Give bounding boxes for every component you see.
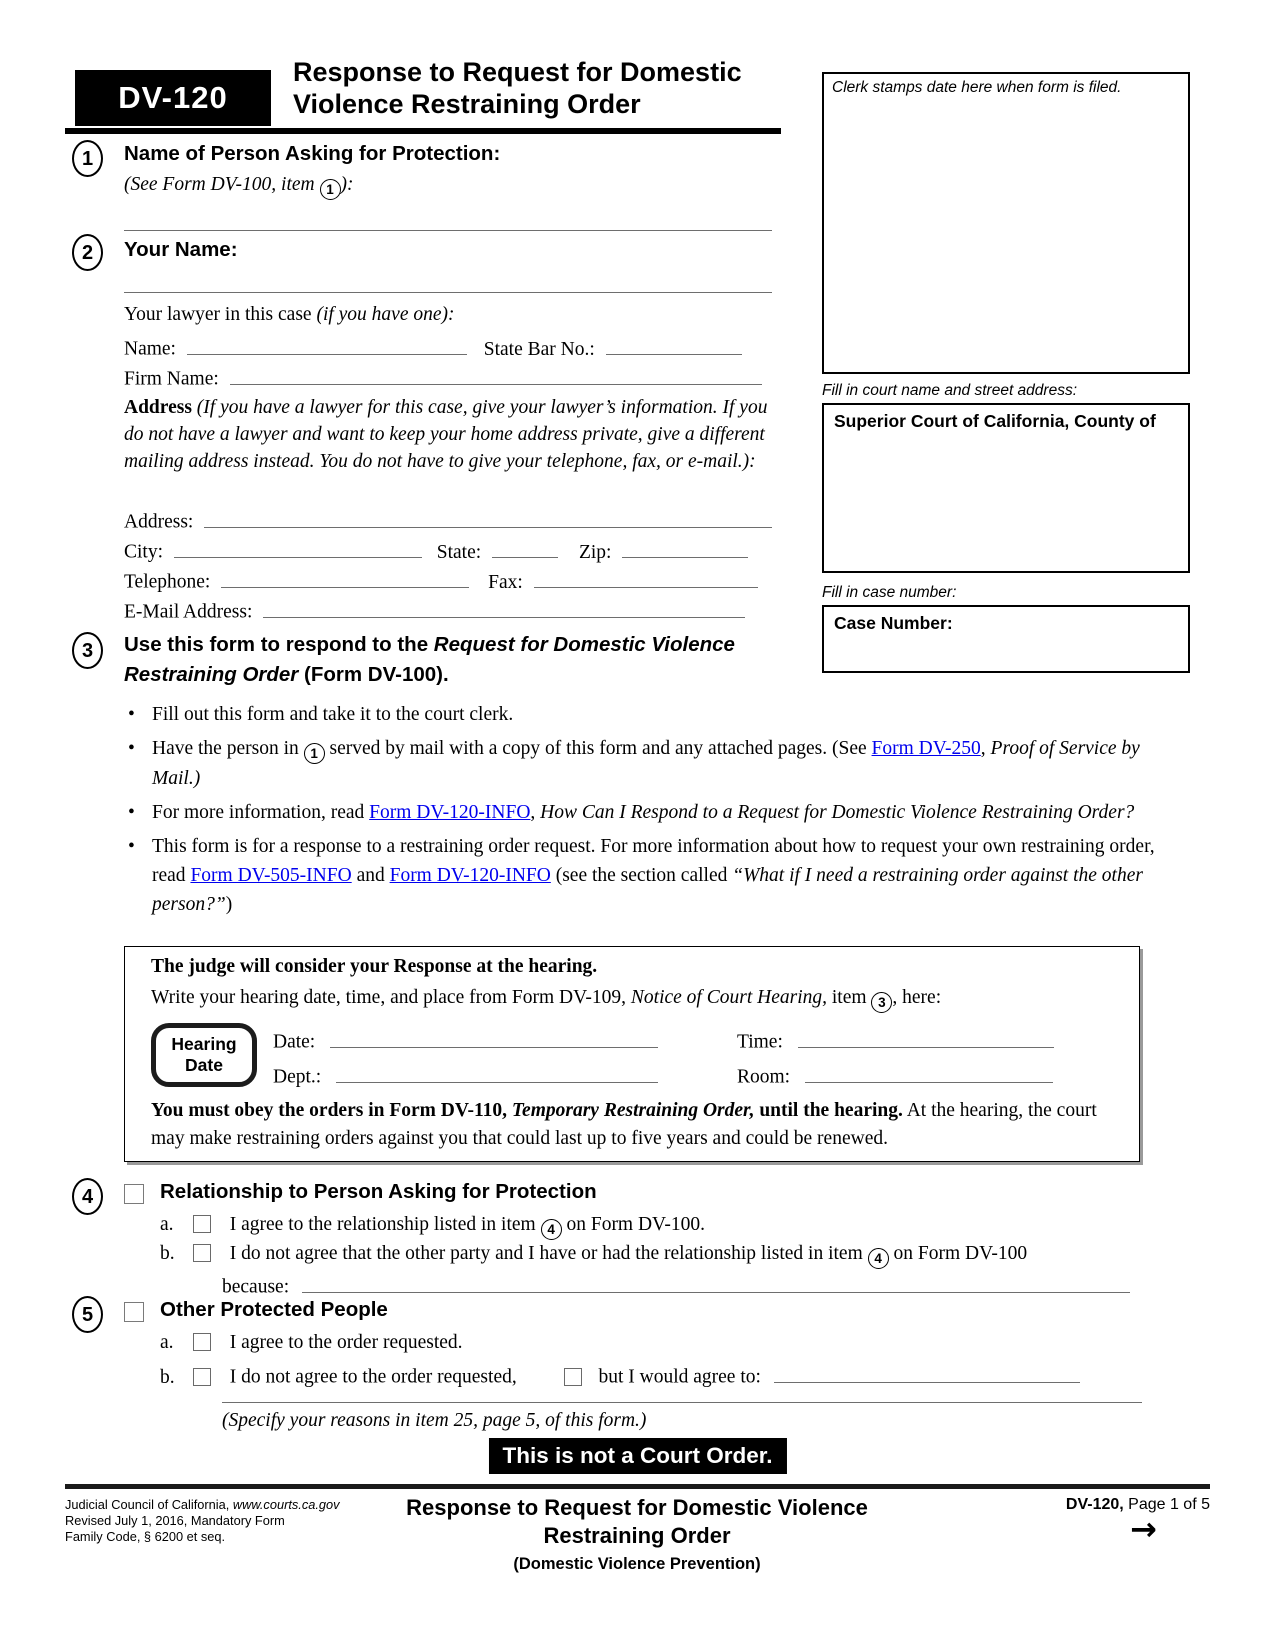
hearing-room-label: Room: [737,1066,791,1088]
phone-fax-row [124,567,758,594]
item5-b-text-2: but I would agree to: [598,1366,761,1388]
bullet-3-italic: How Can I Respond to a Request for Domestic Violence Restraining Order? [540,802,1135,823]
item3-heading-pre: Use this form to respond to the [124,633,434,656]
item3-number: 3 [72,632,103,669]
city-field[interactable] [174,537,422,558]
bullet-glyph: • [128,836,135,857]
item4-b-circled-4-icon: 4 [868,1248,889,1269]
bullet-glyph: • [128,704,135,725]
fax-label: Fax: [488,571,523,593]
hearing-info-box [124,946,1140,1162]
item5-note: (Specify your reasons in item 25, page 5, of this form.) [222,1410,647,1431]
item5-b-checkbox[interactable] [193,1368,211,1386]
hearing-circled-3-icon: 3 [871,992,892,1013]
item5-a-letter: a. [160,1332,174,1353]
item5-b-agree-field[interactable] [774,1362,1080,1383]
item4-option-a [160,1214,705,1240]
item4-a-text-post: on Form DV-100. [561,1214,705,1235]
address-row [124,507,772,534]
hearing-date-field[interactable] [330,1027,658,1048]
form-dv120info-link[interactable]: Form DV-120-INFO [369,802,531,823]
footer-title [337,1494,937,1578]
item4-because-field[interactable] [302,1272,1130,1293]
hearing-date-badge [151,1023,257,1087]
item3-heading [124,630,746,690]
footer-page-number: Page 1 of 5 [1123,1496,1210,1513]
bullet-2-circled-1-icon: 1 [304,743,325,764]
item5-b-agree-checkbox[interactable] [564,1368,582,1386]
bullet-4 [124,832,1162,919]
form-title [293,56,742,120]
bullet-4-and: and [351,865,390,886]
hearing-date-label: Date: [273,1031,316,1053]
not-court-order-banner: This is not a Court Order. [488,1438,786,1474]
obey-bold-2: until the hearing. [754,1100,903,1121]
item5-a-text: I agree to the order requested. [229,1332,463,1353]
clerk-stamp-box [822,72,1190,374]
bullet-2 [124,734,1162,793]
state-bar-field[interactable] [606,334,742,355]
hearing-dept-label: Dept.: [273,1066,322,1088]
zip-label: Zip: [578,541,612,563]
item4-a-checkbox[interactable] [193,1215,211,1233]
item5-option-a [160,1332,463,1354]
lawyer-name-label: Name: [124,338,176,360]
email-row [124,597,745,624]
your-name-field[interactable] [124,292,772,293]
fax-field[interactable] [534,567,758,588]
email-label: E-Mail Address: [124,601,253,623]
footer-website: www.courts.ca.gov [232,1497,340,1512]
hearing-badge-line1: Hearing [171,1034,237,1054]
item3-heading-italic: Request for Domestic Violence Restraining Order [124,633,735,686]
lawyer-label-roman: Your lawyer in this case [124,304,317,325]
item4-b-checkbox[interactable] [193,1244,211,1262]
item4-because-row [222,1272,1130,1299]
item1-number: 1 [72,140,103,177]
firm-name-row [124,364,762,391]
bullet-3 [124,798,1162,827]
footer-rule [65,1484,1210,1489]
footer-form-number: DV-120, [1065,1496,1124,1513]
court-fill-label: Fill in court name and street address: [822,382,1078,399]
item5-continuation-field[interactable] [222,1402,1142,1403]
hearing-obey-warning [151,1097,1119,1153]
case-number-box[interactable] [822,605,1190,673]
address-label: Address: [124,511,194,533]
firm-name-field[interactable] [230,364,762,385]
form-dv250-link[interactable]: Form DV-250 [871,738,981,759]
item5-heading-checkbox[interactable] [124,1302,144,1322]
obey-bold-italic: Temporary Restraining Order, [511,1100,755,1121]
address-instructions-italic: (If you have a lawyer for this case, give your lawyer’s information. If you do not have a lawyer and want to keep your home address private, give a different mailing address instead. You do not have to give your telephone, fax, or e-mail.): [124,397,768,472]
footer-title-line3: (Domestic Violence Prevention) [513,1555,761,1573]
next-page-arrow-icon: → [1130,1510,1157,1548]
hearing-time-field[interactable] [798,1027,1054,1048]
lawyer-label [124,304,455,326]
obey-bold-1: You must obey the orders in Form DV-110, [151,1100,512,1121]
bullet-3-comma: , [530,802,541,823]
footer-left-line1 [65,1497,340,1513]
address-instructions [124,394,780,475]
hearing-instruction-pre: Write your hearing date, time, and place from Form DV-109, [151,987,631,1008]
firm-name-label: Firm Name: [124,368,219,390]
bullet-3-pre: For more information, read [152,802,370,823]
hearing-room-row [737,1062,1053,1089]
bullet-4-pre: This form is for a response to a restraining order request. For more information about how to request your own restraining order, read [152,836,1155,886]
item5-a-checkbox[interactable] [193,1333,211,1351]
state-label: State: [436,541,482,563]
item4-b-text-pre: I do not agree that the other party and I have or had the relationship listed in item [229,1243,868,1264]
form-dv505info-link[interactable]: Form DV-505-INFO [190,865,352,886]
item1-subnote-pre: (See Form DV-100, item [124,174,320,195]
hearing-room-field[interactable] [805,1062,1053,1083]
header-rule [65,128,781,134]
bullet-4-italic: “What if I need a restraining order against the other person?” [152,865,1143,915]
zip-field[interactable] [622,537,748,558]
footer-left [65,1497,340,1545]
email-field[interactable] [263,597,745,618]
footer-council: Judicial Council of California, [65,1497,233,1512]
item4-a-circled-4-icon: 4 [541,1219,562,1240]
bullet-4-mid: (see the section called [550,865,733,886]
bullet-2-italic: Proof of Service by Mail.) [152,738,1140,789]
item4-number: 4 [72,1178,103,1215]
hearing-instruction-italic: Notice of Court Hearing, [630,987,827,1008]
hearing-dept-field[interactable] [336,1062,658,1083]
city-label: City: [124,541,164,563]
item1-subnote [124,174,354,200]
item2-heading: Your Name: [124,238,238,261]
bullet-1 [124,700,1162,729]
item4-a-letter: a. [160,1214,174,1235]
footer-revised: Revised July 1, 2016, Mandatory Form [65,1513,285,1528]
lawyer-label-italic: (if you have one): [316,304,455,325]
hearing-box-instruction [151,987,941,1013]
form-title-line1: Response to Request for Domestic [293,57,742,87]
clerk-stamp-label: Clerk stamps date here when form is filed. [832,79,1122,96]
item4-a-text-pre: I agree to the relationship listed in item [229,1214,541,1235]
court-name-label: Superior Court of California, County of [834,411,1156,431]
bullet-2-comma: , [980,738,991,759]
protected-person-name-field[interactable] [124,230,772,231]
hearing-date-row [273,1027,658,1054]
hearing-time-label: Time: [737,1031,783,1053]
obey-rest: At the hearing, the court may make restraining orders against you that could last up to five years and could be renewed. [151,1100,1097,1149]
form-number-badge: DV-120 [75,70,271,126]
item4-heading: Relationship to Person Asking for Protection [160,1180,597,1203]
hearing-box-title: The judge will consider your Response at the hearing. [151,956,598,977]
bullet-2-pre: Have the person in [152,738,304,759]
case-number-label: Case Number: [834,613,953,633]
item5-heading: Other Protected People [160,1298,388,1321]
item5-b-text-1: I do not agree to the order requested, [229,1366,517,1388]
footer-title-line2: Restraining Order [543,1523,731,1548]
item3-bullets [124,700,1162,924]
state-bar-label: State Bar No.: [483,338,595,360]
lawyer-name-row [124,334,742,361]
footer-title-line1: Response to Request for Domestic Violence [406,1495,868,1520]
item4-heading-checkbox[interactable] [124,1184,144,1204]
case-fill-label: Fill in case number: [822,584,957,601]
item5-b-letter: b. [160,1366,175,1388]
bullet-glyph: • [128,738,135,759]
city-state-zip-row [124,537,748,564]
because-label: because: [222,1276,290,1298]
hearing-dept-row [273,1062,658,1089]
hearing-instruction-post: , here: [892,987,942,1008]
form-title-line2: Violence Restraining Order [293,89,641,119]
address-field[interactable] [204,507,772,528]
lawyer-name-field[interactable] [187,334,467,355]
item1-subnote-post: ): [340,174,354,195]
court-name-box[interactable] [822,403,1190,573]
item4-b-letter: b. [160,1243,175,1264]
item3-heading-post: (Form DV-100). [298,663,449,686]
item1-heading: Name of Person Asking for Protection: [124,142,501,165]
address-instructions-bold: Address [124,397,192,418]
item4-option-b [160,1243,1027,1269]
hearing-time-row [737,1027,1054,1054]
hearing-badge-line2: Date [185,1055,223,1075]
item2-number: 2 [72,234,103,271]
telephone-label: Telephone: [124,571,211,593]
item5-number: 5 [72,1296,103,1333]
bullet-2-mid: served by mail with a copy of this form and any attached pages. (See [324,738,872,759]
item1-circled-1-icon: 1 [320,179,341,200]
footer-family-code: Family Code, § 6200 et seq. [65,1529,226,1544]
bullet-1-text: Fill out this form and take it to the court clerk. [152,704,514,725]
telephone-field[interactable] [221,567,469,588]
bullet-glyph: • [128,802,135,823]
item5-option-b [160,1362,1080,1389]
state-field[interactable] [492,537,558,558]
bullet-4-post: ) [225,894,233,915]
item4-b-text-post: on Form DV-100 [888,1243,1028,1264]
hearing-instruction-mid: item [826,987,872,1008]
footer-page-info [980,1496,1210,1514]
form-dv120info-link-2[interactable]: Form DV-120-INFO [389,865,551,886]
